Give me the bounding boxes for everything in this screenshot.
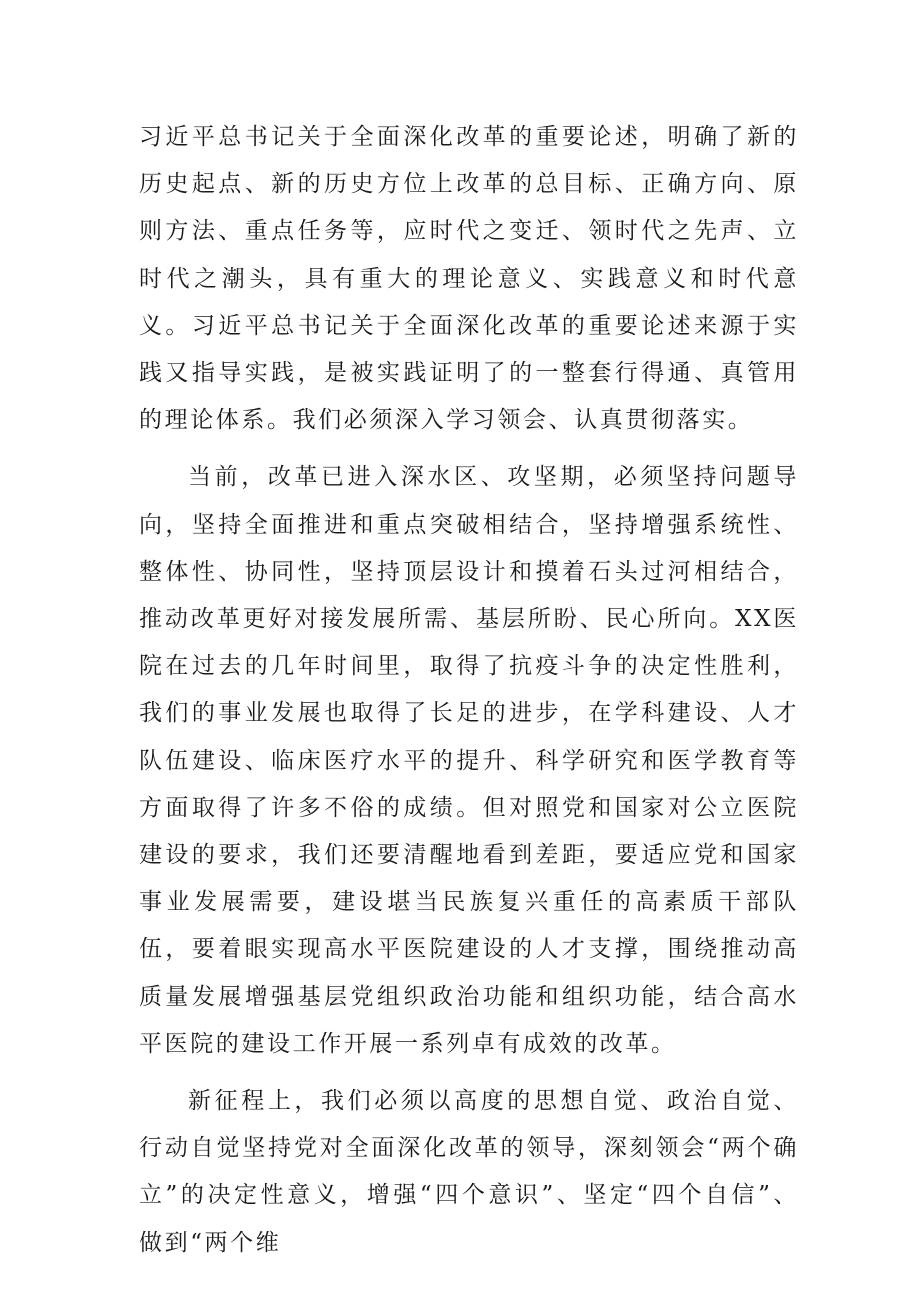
paragraph-3: 新征程上，我们必须以高度的思想自觉、政治自觉、行动自觉坚持党对全面深化改革的领导，深刻领会“两个确立”的决定性意义，增强“四个意识”、坚定“四个自信”、做到“两个维 — [139, 1088, 799, 1256]
paragraph-1: 习近平总书记关于全面深化改革的重要论述，明确了新的历史起点、新的历史方位上改革的总目标、正确方向、原则方法、重点任务等，应时代之变迁、领时代之先声、立时代之潮头，具有重大的理论意义、实践意义和时代意义。习近平总书记关于全面深化改革的重要论述来源于实践又指导实践，是被实践证明了的一整套行得通、真管用的理论体系。我们必须深入学习领会、认真贯彻落实。 — [139, 124, 799, 434]
paragraph-2: 当前，改革已进入深水区、攻坚期，必须坚持问题导向，坚持全面推进和重点突破相结合，坚持增强系统性、整体性、协同性，坚持顶层设计和摸着石头过河相结合，推动改革更好对接发展所需、基层所盼、民心所向。XX医院在过去的几年时间里，取得了抗疫斗争的决定性胜利，我们的事业发展也取得了长足的进步，在学科建设、人才队伍建设、临床医疗水平的提升、科学研究和医学教育等方面取得了许多不俗的成绩。但对照党和国家对公立医院建设的要求，我们还要清醒地看到差距，要适应党和国家事业发展需要，建设堪当民族复兴重任的高素质干部队伍，要着眼实现高水平医院建设的人才支撑，围绕推动高质量发展增强基层党组织政治功能和组织功能，结合高水平医院的建设工作开展一系列卓有成效的改革。 — [139, 464, 799, 1057]
paragraph-gap — [139, 1068, 799, 1078]
paragraph-gap — [139, 444, 799, 454]
document-body — [139, 114, 799, 1267]
